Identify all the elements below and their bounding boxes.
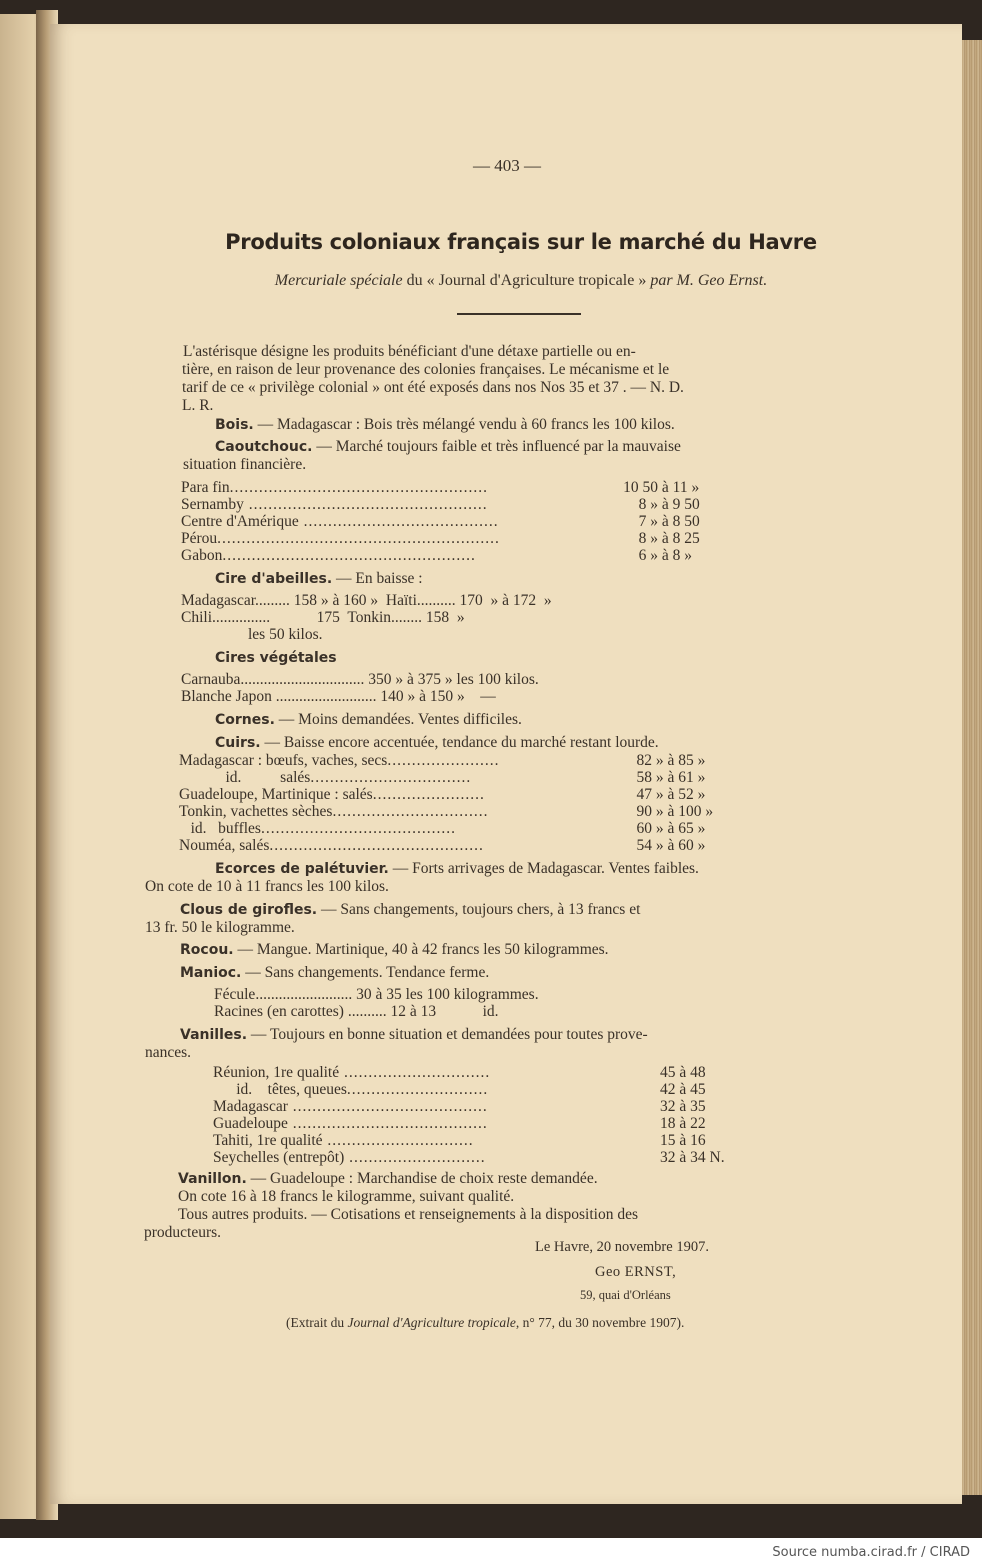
signature-address: 59, quai d'Orléans — [580, 1288, 671, 1302]
section-vanillon — [178, 1170, 598, 1188]
leader-dots: ........................................ — [260, 820, 456, 837]
price-from: 60 — [636, 820, 652, 837]
source-credit: Source numba.cirad.fr / CIRAD — [772, 1545, 970, 1560]
section-heading: Ecorces de palétuvier. — [215, 861, 389, 877]
product-name: Madagascar — [213, 1098, 288, 1115]
price-value: 18 à 22 — [660, 1115, 706, 1132]
price-row — [213, 1064, 490, 1082]
title-rule — [457, 313, 581, 315]
price-value: 32 à 35 — [660, 1098, 706, 1115]
section-caoutchouc — [215, 438, 681, 456]
page-number: — 403 — — [473, 156, 541, 175]
price-values: 90 » à 100 » — [628, 803, 713, 821]
section-heading: Caoutchouc. — [215, 439, 313, 455]
document-page — [50, 24, 962, 1504]
price-row — [179, 752, 499, 770]
price-values: 47 » à 52 » — [628, 786, 705, 804]
leader-dots: ........................................ — [298, 513, 499, 530]
price-row — [179, 786, 485, 804]
section-text: Tous autres produits. — Cotisations et renseignements à la disposition des — [178, 1206, 638, 1223]
price-value: 32 à 34 N. — [660, 1149, 725, 1166]
leader-dots: .............................. — [339, 1064, 491, 1081]
product-name: Tonkin, vachettes sèches — [179, 803, 333, 820]
price-row: Carnauba................................ 350 » à 375 » les 100 kilos. — [181, 671, 539, 688]
leader-dots: ....................... — [372, 786, 485, 803]
section-heading: Cornes. — [215, 712, 275, 728]
price-row — [213, 1132, 474, 1150]
product-name: Sernamby — [181, 496, 244, 513]
leader-dots: .................................................... — [222, 547, 476, 564]
section-text: — Guadeloupe : Marchandise de choix reste demandée. — [246, 1170, 598, 1187]
product-name: Centre d'Amérique — [181, 513, 299, 530]
section-text: — Baisse encore accentuée, tendance du marché restant lourde. — [260, 734, 659, 751]
price-values: 10 50 à 11 » — [620, 479, 727, 497]
section-heading: Clous de girofles. — [180, 902, 318, 918]
price-row — [213, 1098, 488, 1116]
price-to: 9 50 — [672, 496, 700, 513]
product-name: Pérou — [181, 530, 218, 547]
price-values: 58 » à 61 » — [628, 769, 705, 787]
article-title: Produits coloniaux français sur le marché du Havre — [225, 230, 817, 254]
product-name: Para fin — [181, 479, 230, 496]
price-to: 8 25 — [672, 530, 700, 547]
leader-dots: ....................... — [387, 752, 500, 769]
price-to: 8 50 — [672, 513, 700, 530]
price-row — [179, 803, 488, 821]
price-values: 8 » à 9 50 — [620, 496, 727, 514]
price-row — [213, 1081, 488, 1099]
section-rocou — [180, 941, 609, 959]
price-row — [179, 837, 484, 855]
price-to: 65 » — [678, 820, 706, 837]
leader-dots: .......................................................... — [217, 530, 500, 547]
extract-journal-title: Journal d'Agriculture tropicale — [347, 1315, 516, 1330]
section-heading: Cire d'abeilles. — [215, 571, 333, 587]
section-vanilles — [180, 1026, 648, 1044]
price-from: 58 — [636, 769, 652, 786]
product-name: Tahiti, 1re qualité — [213, 1132, 323, 1149]
section-heading: Cuirs. — [215, 735, 261, 751]
price-row — [213, 1115, 488, 1133]
price-values: 6 » à 8 » — [620, 547, 727, 565]
section-cires-vegetales — [215, 649, 337, 667]
section-cuirs — [215, 734, 659, 752]
price-to: 52 » — [678, 786, 706, 803]
section-text: — Sans changements. Tendance ferme. — [241, 964, 490, 981]
product-name: id. salés — [179, 769, 311, 786]
section-cire — [215, 570, 423, 588]
price-row: Madagascar......... 158 » à 160 » Haïti.......... 170 » à 172 » — [181, 592, 552, 609]
section-ecorces — [215, 860, 699, 878]
price-row — [179, 820, 456, 838]
price-from: 8 » — [638, 496, 658, 513]
section-text: — Marché toujours faible et très influencé par la mauvaise — [312, 438, 681, 455]
price-from: 7 » — [638, 513, 658, 530]
extract-part1: (Extrait du — [286, 1315, 348, 1330]
section-clous — [180, 901, 640, 919]
price-to: 8 » — [672, 547, 693, 564]
price-values: 60 » à 65 » — [628, 820, 705, 838]
price-values: 54 » à 60 » — [628, 837, 705, 855]
section-text: — Toujours en bonne situation et demandées pour toutes prove- — [247, 1026, 648, 1043]
product-name: Guadeloupe — [213, 1115, 288, 1132]
price-from: 6 » — [638, 547, 658, 564]
section-heading: Rocou. — [180, 942, 234, 958]
product-name: id. buffles — [179, 820, 261, 837]
price-row — [181, 547, 476, 565]
place-date: Le Havre, 20 novembre 1907. — [535, 1239, 709, 1255]
price-to: 11 » — [672, 479, 700, 496]
leader-dots: ............................ — [344, 1149, 486, 1166]
section-text: — En baisse : — [332, 570, 423, 587]
extract-note — [286, 1314, 684, 1332]
section-text: On cote de 10 à 11 francs les 100 kilos. — [145, 878, 389, 895]
price-value: 45 à 48 — [660, 1064, 706, 1081]
section-text: On cote 16 à 18 francs le kilogramme, suivant qualité. — [178, 1188, 515, 1205]
leader-dots: ................................. — [310, 769, 472, 786]
price-row — [213, 1149, 486, 1167]
price-to: 60 » — [678, 837, 706, 854]
product-name: Seychelles (entrepôt) — [213, 1149, 345, 1166]
section-text: — Sans changements, toujours chers, à 13 francs et — [317, 901, 641, 918]
section-text: — Moins demandées. Ventes difficiles. — [274, 711, 522, 728]
price-row: Chili............... 175 Tonkin........ 158 » — [181, 609, 465, 626]
price-row — [181, 530, 500, 548]
product-name: Nouméa, salés — [179, 837, 270, 854]
price-row: Blanche Japon .......................... 140 » à 150 » — — [181, 688, 496, 705]
subtitle-part1: Mercuriale spéciale — [274, 272, 403, 289]
article-subtitle — [50, 272, 982, 290]
section-heading: Vanilles. — [180, 1027, 248, 1043]
leader-dots: ..................................................... — [229, 479, 489, 496]
price-values: 7 » à 8 50 — [620, 513, 727, 531]
leader-dots: ............................................ — [269, 837, 484, 854]
price-row — [181, 513, 499, 531]
extract-part3: , n° 77, du 30 novembre 1907). — [515, 1315, 685, 1330]
price-row — [179, 769, 471, 787]
product-name: Guadeloupe, Martinique : salés — [179, 786, 373, 803]
subtitle-part2: du « Journal d'Agriculture tropicale » — [402, 272, 651, 289]
leader-dots: ................................ — [332, 803, 489, 820]
signature-name: Geo ERNST, — [595, 1264, 677, 1280]
section-text: producteurs. — [144, 1224, 222, 1241]
section-text: — Mangue. Martinique, 40 à 42 francs les 50 kilogrammes. — [233, 941, 609, 958]
leader-dots: ................................................. — [243, 496, 488, 513]
leader-dots: .............................. — [322, 1132, 474, 1149]
section-text: nances. — [145, 1044, 192, 1061]
price-to: 61 » — [678, 769, 706, 786]
section-cornes — [215, 711, 522, 729]
section-heading: Vanillon. — [178, 1171, 247, 1187]
price-row: les 50 kilos. — [248, 626, 323, 643]
intro-line: tarif de ce « privilège colonial » ont été exposés dans nos Nos 35 et 37 . — N. D. — [182, 379, 684, 396]
price-from: 82 — [636, 752, 652, 769]
section-manioc — [180, 964, 489, 982]
price-from: 54 — [636, 837, 652, 854]
price-row: Fécule......................... 30 à 35 les 100 kilogrammes. — [214, 986, 539, 1003]
product-name: Réunion, 1re qualité — [213, 1064, 340, 1081]
product-name: id. têtes, queues — [213, 1081, 347, 1098]
price-from: 90 — [636, 803, 652, 820]
price-value: 42 à 45 — [660, 1081, 706, 1098]
section-text: — Madagascar : Bois très mélangé vendu à 60 francs les 100 kilos. — [253, 416, 675, 433]
price-from: 10 50 — [623, 479, 658, 496]
price-values: 8 » à 8 25 — [620, 530, 727, 548]
price-row: Racines (en carottes) .......... 12 à 13 id. — [214, 1003, 499, 1020]
product-name: Madagascar : bœufs, vaches, secs — [179, 752, 388, 769]
leader-dots: ........................................ — [287, 1115, 488, 1132]
price-from: 8 » — [638, 530, 658, 547]
section-heading: Bois. — [215, 417, 254, 433]
price-value: 15 à 16 — [660, 1132, 706, 1149]
product-name: Gabon — [181, 547, 223, 564]
section-text: — Forts arrivages de Madagascar. Ventes faibles. — [388, 860, 699, 877]
intro-line: tière, en raison de leur provenance des colonies françaises. Le mécanisme et le — [182, 361, 670, 378]
intro-line: L. R. — [182, 397, 214, 414]
section-heading: Cires végétales — [215, 650, 337, 666]
price-to: 100 » — [678, 803, 714, 820]
price-row — [181, 496, 488, 514]
section-bois — [215, 416, 675, 434]
section-text: situation financière. — [183, 456, 307, 473]
price-to: 85 » — [678, 752, 706, 769]
price-from: 47 — [636, 786, 652, 803]
section-text: 13 fr. 50 le kilogramme. — [145, 919, 295, 936]
section-heading: Manioc. — [180, 965, 242, 981]
subtitle-part3: par M. Geo Ernst. — [650, 272, 768, 289]
price-row — [181, 479, 488, 497]
leader-dots: ............................. — [346, 1081, 489, 1098]
price-values: 82 » à 85 » — [628, 752, 705, 770]
leader-dots: ........................................ — [287, 1098, 488, 1115]
intro-line: L'astérisque désigne les produits bénéficiant d'une détaxe partielle ou en- — [183, 343, 636, 360]
